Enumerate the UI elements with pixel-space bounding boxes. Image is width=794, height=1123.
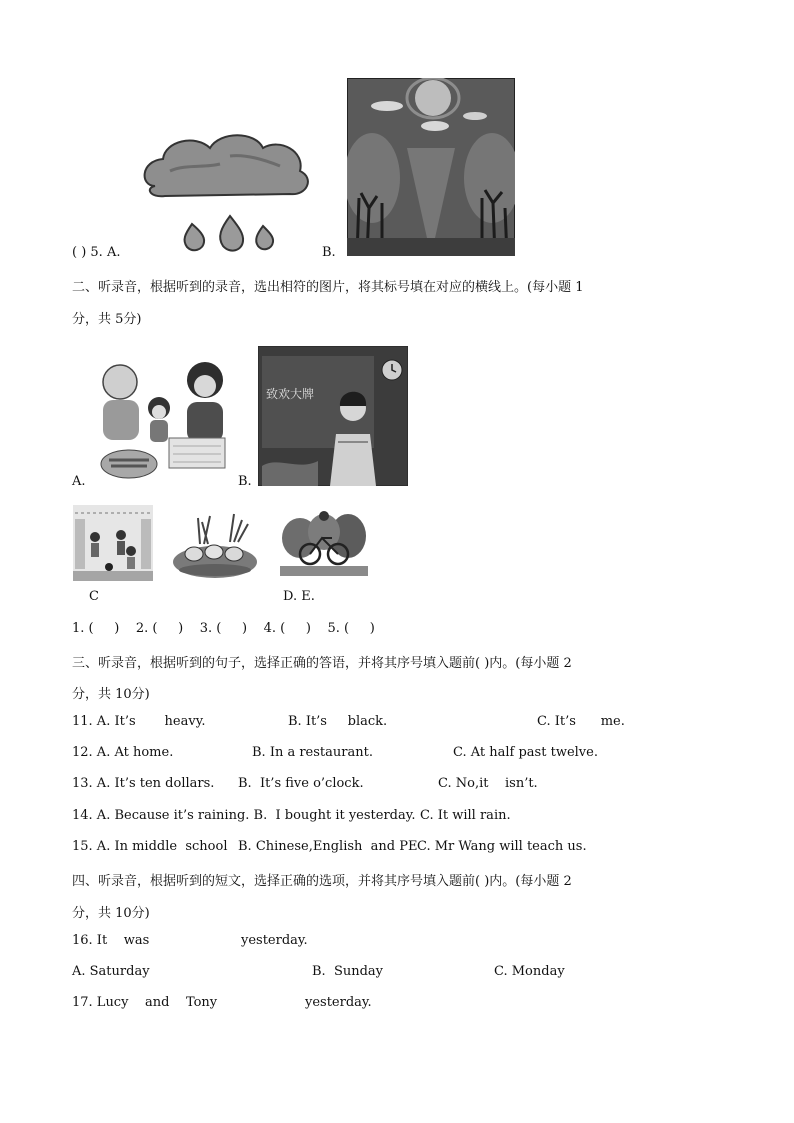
question-15-option-c: C. Mr Wang will teach us. — [417, 839, 587, 854]
question-16-option-c: C. Monday — [494, 964, 565, 979]
question-15-option-b: B. Chinese,English and PE — [238, 839, 418, 854]
section2-heading: 二、听录音，根据听到的录音，选出相符的图片，将其标号填在对应的横线上。(每小题 1 — [72, 280, 584, 295]
section4-heading: 四、听录音，根据听到的短文，选择正确的选项，并将其序号填入题前( )内。(每小题 2 — [72, 874, 572, 889]
question-12-option-a: 12. A. At home. — [72, 745, 174, 760]
question-17-stem: 17. Lucy and Tony — [72, 995, 218, 1010]
question-13-option-b: B. It’s five o’clock. — [238, 776, 364, 791]
sunny-trees-picture — [347, 78, 515, 256]
section2-option-c-label: C — [89, 589, 99, 604]
section3-heading: 三、听录音，根据听到的句子，选择正确的答语，并将其序号填入题前( )内。(每小题 2 — [72, 656, 572, 671]
q5-label: ( ) 5. A. — [72, 245, 121, 260]
bike-ride-picture — [280, 502, 368, 582]
teacher-blackboard-picture — [258, 346, 408, 486]
rain-cloud-picture — [135, 126, 315, 256]
section3-heading-cont: 分，共 10分) — [72, 687, 150, 702]
section2-answer-row: 1. ( ) 2. ( ) 3. ( ) 4. ( ) 5. ( ) — [72, 621, 375, 636]
ducks-in-pond-picture — [172, 508, 258, 580]
question-11-option-b: B. It’s black. — [288, 714, 388, 729]
question-16-stem-end: yesterday. — [241, 933, 308, 948]
section2-option-a-label: A. — [72, 474, 86, 489]
question-12-option-b: B. In a restaurant. — [252, 745, 373, 760]
question-15-option-a: 15. A. In middle school — [72, 839, 228, 854]
question-16-option-b: B. Sunday — [312, 964, 384, 979]
blackboard-text: 致欢大牌 — [266, 387, 315, 401]
section2-heading-cont: 分，共 5分) — [72, 312, 142, 327]
question-11-option-c: C. It’s me. — [537, 714, 625, 729]
question-11-option-a: 11. A. It’s heavy. — [72, 714, 206, 729]
question-13-option-c: C. No,it isn’t. — [438, 776, 538, 791]
section2-option-b-label: B. — [238, 474, 252, 489]
question-14-option-c: C. It will rain. — [420, 808, 511, 823]
q5-option-b-label: B. — [322, 245, 336, 260]
kids-playing-picture — [73, 505, 153, 581]
question-14-options-ab: 14. A. Because it’s raining. B. I bought it yesterday. — [72, 808, 416, 823]
question-16-stem: 16. It was — [72, 933, 150, 948]
family-dinner-picture — [95, 360, 235, 482]
question-13-option-a: 13. A. It’s ten dollars. — [72, 776, 215, 791]
question-12-option-c: C. At half past twelve. — [453, 745, 598, 760]
question-16-option-a: A. Saturday — [72, 964, 150, 979]
question-17-stem-end: yesterday. — [305, 995, 372, 1010]
section2-option-de-label: D. E. — [283, 589, 315, 604]
section4-heading-cont: 分，共 10分) — [72, 906, 150, 921]
